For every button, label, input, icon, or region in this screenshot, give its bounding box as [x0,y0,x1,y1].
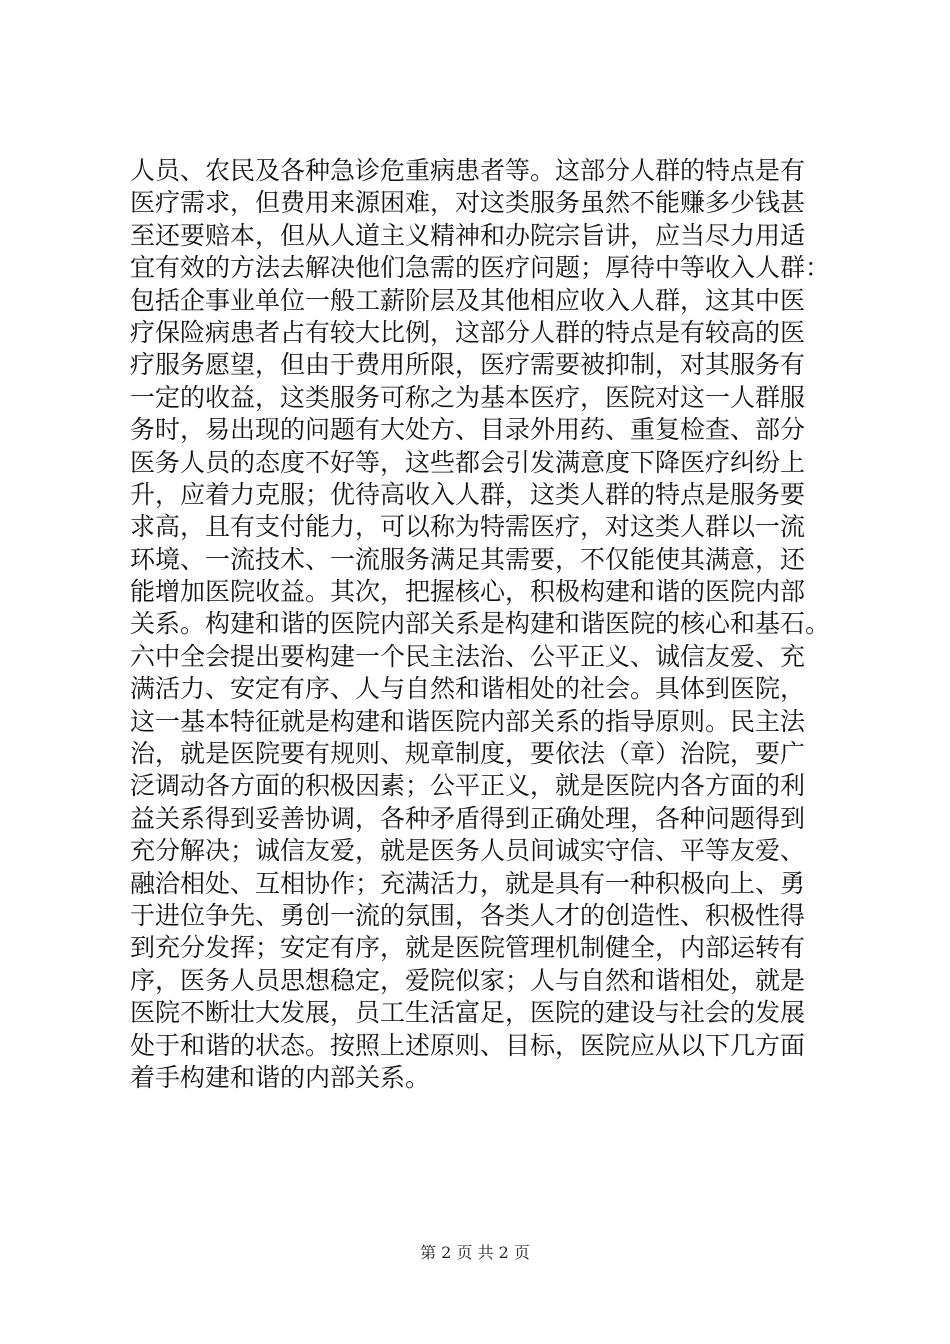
text-line: 疗保险病患者占有较大比例，这部分人群的特点是有较高的医 [130,317,806,347]
text-line: 求高，且有支付能力，可以称为特需医疗，对这类人群以一流 [130,512,806,542]
text-line: 满活力、安定有序、人与自然和谐相处的社会。具体到医院， [130,674,806,704]
text-line: 充分解决；诚信友爱，就是医务人员间诚实守信、平等友爱、 [130,836,806,866]
text-line: 疗服务愿望，但由于费用所限，医疗需要被抑制，对其服务有 [130,350,806,380]
text-line: 治，就是医院要有规则、规章制度，要依法（章）治院，要广 [130,739,806,769]
text-line: 医院不断壮大发展，员工生活富足，医院的建设与社会的发展 [130,998,806,1028]
text-line: 医疗需求，但费用来源困难，对这类服务虽然不能赚多少钱甚 [130,188,806,218]
page-number-footer: 第 2 页 共 2 页 [420,1243,530,1262]
text-line: 包括企事业单位一般工薪阶层及其他相应收入人群，这其中医 [130,285,806,315]
text-line: 泛调动各方面的积极因素；公平正义，就是医院内各方面的利 [130,771,806,801]
body-paragraph [130,155,855,1094]
text-line: 处于和谐的状态。按照上述原则、目标，医院应从以下几方面 [130,1030,806,1060]
text-line: 环境、一流技术、一流服务满足其需要，不仅能使其满意，还 [130,544,806,574]
text-line: 融洽相处、互相协作；充满活力，就是具有一种积极向上、勇 [130,868,806,898]
text-line: 这一基本特征就是构建和谐医院内部关系的指导原则。民主法 [130,706,806,736]
text-line: 益关系得到妥善协调，各种矛盾得到正确处理，各种问题得到 [130,803,806,833]
text-line: 至还要赔本，但从人道主义精神和办院宗旨讲，应当尽力用适 [130,220,806,250]
text-line: 医务人员的态度不好等，这些都会引发满意度下降医疗纠纷上 [130,447,806,477]
text-line: 着手构建和谐的内部关系。 [130,1062,431,1092]
text-line: 关系。构建和谐的医院内部关系是构建和谐医院的核心和基石。 [130,609,831,639]
text-line: 能增加医院收益。其次，把握核心，积极构建和谐的医院内部 [130,577,806,607]
text-line: 序，医务人员思想稳定，爱院似家；人与自然和谐相处，就是 [130,965,806,995]
text-line: 务时，易出现的问题有大处方、目录外用药、重复检查、部分 [130,415,806,445]
text-line: 六中全会提出要构建一个民主法治、公平正义、诚信友爱、充 [130,641,806,671]
text-line: 人员、农民及各种急诊危重病患者等。这部分人群的特点是有 [130,156,806,185]
text-line: 于进位争先、勇创一流的氛围，各类人才的创造性、积极性得 [130,900,806,930]
text-line: 宜有效的方法去解决他们急需的医疗问题；厚待中等收入人群： [130,253,831,283]
text-line: 一定的收益，这类服务可称之为基本医疗，医院对这一人群服 [130,382,806,412]
text-line: 到充分发挥；安定有序，就是医院管理机制健全，内部运转有 [130,933,806,963]
text-line: 升，应着力克服；优待高收入人群，这类人群的特点是服务要 [130,479,806,509]
